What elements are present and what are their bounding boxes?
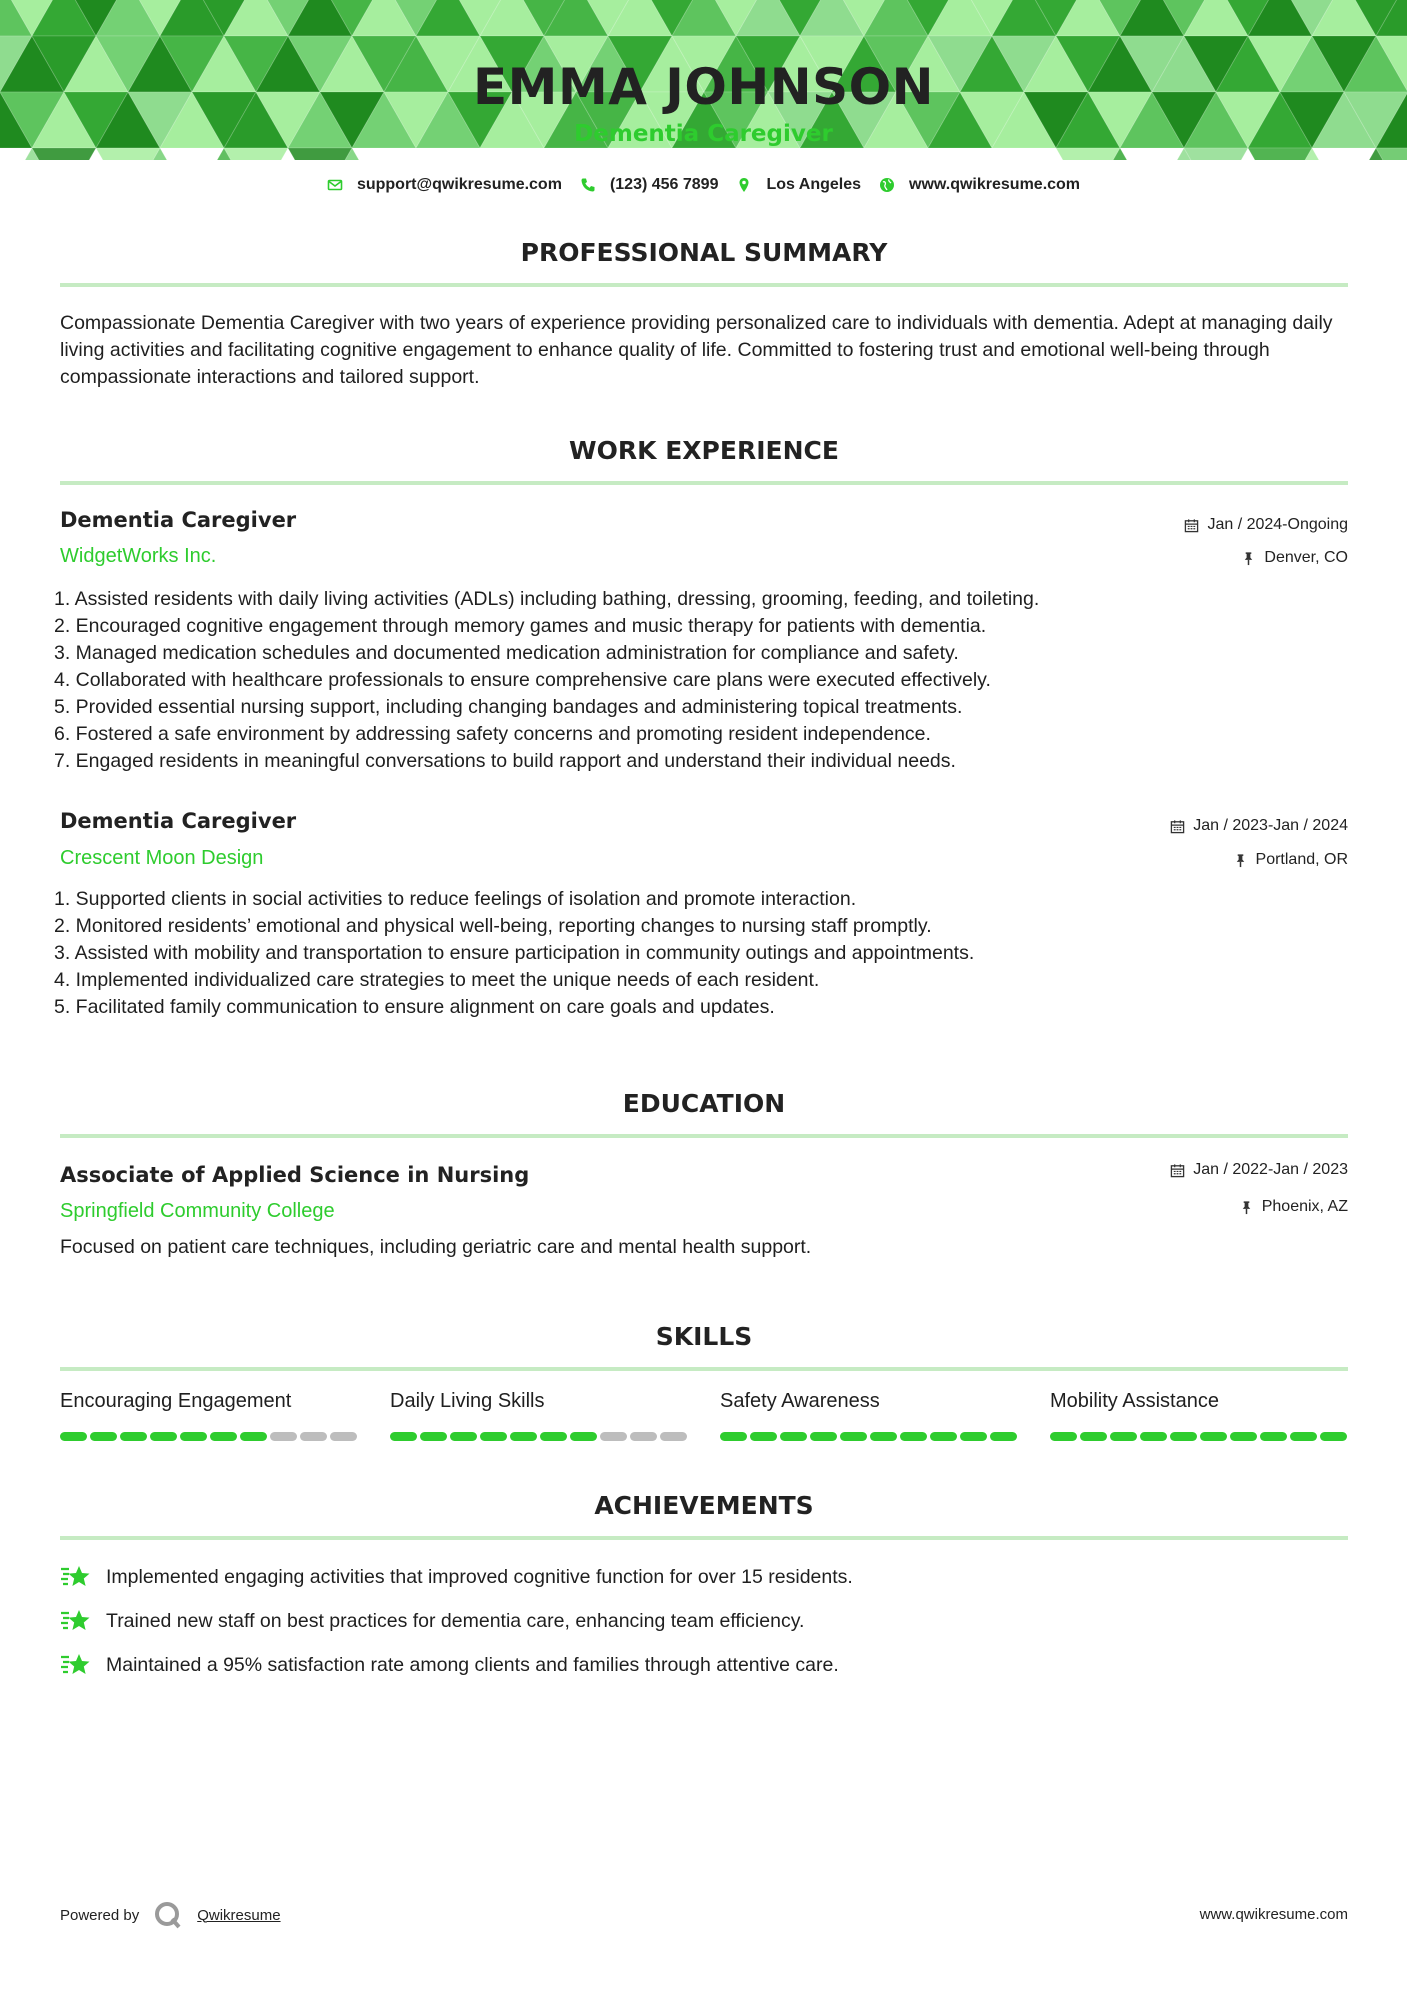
calendar-icon	[1170, 1163, 1185, 1178]
skill-level-segment	[720, 1432, 747, 1441]
job-location	[1233, 851, 1348, 869]
skill-level-segment	[210, 1432, 237, 1441]
list-item: 7. Engaged residents in meaningful conversations to build rapport and understand their individual needs.	[54, 750, 956, 772]
job-location	[1241, 549, 1348, 567]
skill-level-segment	[1050, 1432, 1077, 1441]
list-item: 6. Fostered a safe environment by addressing safety concerns and promoting resident independence.	[54, 723, 931, 745]
skill-level-segment	[930, 1432, 957, 1441]
job-title: Dementia Caregiver	[60, 508, 297, 532]
skill-level-segment	[120, 1432, 147, 1441]
list-item: 4. Implemented individualized care strategies to meet the unique needs of each resident.	[54, 969, 820, 991]
skill-level-segment	[810, 1432, 837, 1441]
skill-level-segment	[900, 1432, 927, 1441]
degree-title: Associate of Applied Science in Nursing	[60, 1163, 530, 1187]
skill-name: Mobility Assistance	[1050, 1390, 1219, 1412]
list-item: 2. Monitored residents’ emotional and physical well-being, reporting changes to nursing staff promptly.	[54, 915, 932, 937]
skill-level-bar	[1050, 1432, 1350, 1441]
star-award-icon	[60, 1651, 92, 1679]
calendar-icon	[1184, 518, 1199, 533]
dates-text: Jan / 2024-Ongoing	[1207, 516, 1348, 533]
section-title-achievements: ACHIEVEMENTS	[594, 1491, 814, 1520]
skill-level-segment	[270, 1432, 297, 1441]
job-bullets	[54, 586, 1354, 775]
skill-level-segment	[660, 1432, 687, 1441]
website-text: www.qwikresume.com	[909, 176, 1081, 193]
company-name: Crescent Moon Design	[60, 847, 264, 869]
skill-level-segment	[1140, 1432, 1167, 1441]
contact-bar	[0, 174, 1407, 196]
skill-level-segment	[1290, 1432, 1317, 1441]
skill-level-bar	[720, 1432, 1020, 1441]
skill-level-segment	[390, 1432, 417, 1441]
skill-level-segment	[420, 1432, 447, 1441]
dates-text: Jan / 2022-Jan / 2023	[1193, 1161, 1348, 1178]
skill-item	[60, 1390, 360, 1441]
skill-level-segment	[1230, 1432, 1257, 1441]
section-divider	[60, 1134, 1348, 1138]
contact-location	[736, 176, 861, 194]
skill-level-segment	[870, 1432, 897, 1441]
achievement-text: Trained new staff on best practices for dementia care, enhancing team efficiency.	[106, 1609, 805, 1632]
powered-by-label: Powered by	[60, 1906, 140, 1924]
skill-level-segment	[330, 1432, 357, 1441]
phone-icon	[580, 177, 596, 193]
map-pin-icon	[736, 177, 752, 193]
skill-level-segment	[1260, 1432, 1287, 1441]
skill-level-segment	[1200, 1432, 1227, 1441]
skill-level-segment	[570, 1432, 597, 1441]
location-text: Phoenix, AZ	[1261, 1198, 1348, 1215]
list-item: 3. Assisted with mobility and transportation to ensure participation in community outings and appointments.	[54, 942, 975, 964]
skill-name: Encouraging Engagement	[60, 1390, 292, 1412]
skill-level-segment	[630, 1432, 657, 1441]
phone-text: (123) 456 7899	[609, 176, 719, 193]
skill-level-segment	[1170, 1432, 1197, 1441]
skill-level-segment	[450, 1432, 477, 1441]
achievement-item	[60, 1651, 1350, 1679]
list-item: 4. Collaborated with healthcare professionals to ensure comprehensive care plans were executed effectively.	[54, 669, 991, 691]
summary-text: Compassionate Dementia Caregiver with two years of experience providing personalized care to individuals with dementia. Adept at managing daily living activities and facilitating cognitive engagement to enhance quality of life. Committed to fostering trust and emotional well-being through compassionate interactions and tailored support.	[60, 312, 1333, 388]
skill-level-segment	[510, 1432, 537, 1441]
star-award-icon	[60, 1607, 92, 1635]
pushpin-icon	[1233, 853, 1248, 868]
skill-level-segment	[60, 1432, 87, 1441]
section-divider	[60, 481, 1348, 485]
section-divider	[60, 283, 1348, 287]
candidate-role: Dementia Caregiver	[574, 121, 833, 147]
calendar-icon	[1170, 819, 1185, 834]
section-divider	[60, 1536, 1348, 1540]
job-title: Dementia Caregiver	[60, 809, 297, 833]
skill-level-bar	[60, 1432, 360, 1441]
achievement-item	[60, 1563, 1350, 1591]
section-title-education: EDUCATION	[622, 1089, 786, 1118]
skill-level-segment	[1080, 1432, 1107, 1441]
list-item: 2. Encouraged cognitive engagement through memory games and music therapy for patients with dementia.	[54, 615, 987, 637]
section-divider	[60, 1367, 1348, 1371]
globe-icon	[879, 177, 895, 193]
envelope-icon	[327, 177, 343, 193]
list-item: 1. Supported clients in social activities to reduce feelings of isolation and promote interaction.	[54, 888, 857, 910]
qwikresume-logo-icon	[153, 1900, 183, 1930]
list-item: 3. Managed medication schedules and documented medication administration for compliance and safety.	[54, 642, 959, 664]
section-title-experience: WORK EXPERIENCE	[569, 436, 839, 465]
education-dates	[1170, 1161, 1348, 1179]
skill-level-segment	[750, 1432, 777, 1441]
skill-level-segment	[780, 1432, 807, 1441]
education-location	[1239, 1198, 1348, 1216]
skill-level-segment	[600, 1432, 627, 1441]
footer-website[interactable]: www.qwikresume.com	[1199, 1906, 1348, 1923]
contact-website[interactable]	[879, 176, 1080, 194]
location-text: Portland, OR	[1255, 851, 1348, 868]
pushpin-icon	[1239, 1200, 1254, 1215]
skill-level-segment	[960, 1432, 987, 1441]
skill-level-segment	[240, 1432, 267, 1441]
pushpin-icon	[1241, 551, 1256, 566]
job-bullets	[54, 886, 1354, 1021]
skill-item	[720, 1390, 1020, 1441]
skills-list	[60, 1390, 1350, 1441]
education-description: Focused on patient care techniques, including geriatric care and mental health support.	[60, 1236, 812, 1258]
footer-powered-by	[60, 1900, 281, 1930]
skill-level-segment	[150, 1432, 177, 1441]
skill-level-segment	[1110, 1432, 1137, 1441]
job-dates	[1184, 516, 1348, 534]
skill-level-segment	[180, 1432, 207, 1441]
candidate-name: EMMA JOHNSON	[473, 58, 934, 116]
qwikresume-link[interactable]: Qwikresume	[197, 1906, 281, 1924]
skill-level-segment	[480, 1432, 507, 1441]
contact-phone[interactable]	[580, 176, 719, 194]
skill-item	[390, 1390, 690, 1441]
contact-email[interactable]	[327, 176, 562, 194]
skill-level-segment	[540, 1432, 567, 1441]
job-dates	[1170, 817, 1348, 835]
achievement-text: Implemented engaging activities that improved cognitive function for over 15 residents.	[106, 1565, 853, 1588]
skill-level-segment	[1320, 1432, 1347, 1441]
skill-level-segment	[90, 1432, 117, 1441]
skill-level-segment	[300, 1432, 327, 1441]
section-title-skills: SKILLS	[655, 1322, 753, 1351]
skill-name: Daily Living Skills	[390, 1390, 545, 1412]
skill-level-bar	[390, 1432, 690, 1441]
company-name: WidgetWorks Inc.	[60, 545, 217, 567]
location-text: Los Angeles	[766, 176, 862, 193]
star-award-icon	[60, 1563, 92, 1591]
section-title-summary: PROFESSIONAL SUMMARY	[520, 238, 888, 267]
email-text: support@qwikresume.com	[356, 176, 562, 193]
skill-level-segment	[840, 1432, 867, 1441]
achievement-item	[60, 1607, 1350, 1635]
list-item: 5. Facilitated family communication to ensure alignment on care goals and updates.	[54, 996, 775, 1018]
achievement-text: Maintained a 95% satisfaction rate among clients and families through attentive care.	[106, 1653, 839, 1676]
dates-text: Jan / 2023-Jan / 2024	[1193, 817, 1348, 834]
skill-level-segment	[990, 1432, 1017, 1441]
list-item: 5. Provided essential nursing support, including changing bandages and administering topical treatments.	[54, 696, 963, 718]
list-item: 1. Assisted residents with daily living activities (ADLs) including bathing, dressing, grooming, feeding, and toileting.	[54, 588, 1040, 610]
skill-item	[1050, 1390, 1350, 1441]
location-text: Denver, CO	[1264, 549, 1348, 566]
school-name: Springfield Community College	[60, 1200, 335, 1222]
skill-name: Safety Awareness	[720, 1390, 880, 1412]
